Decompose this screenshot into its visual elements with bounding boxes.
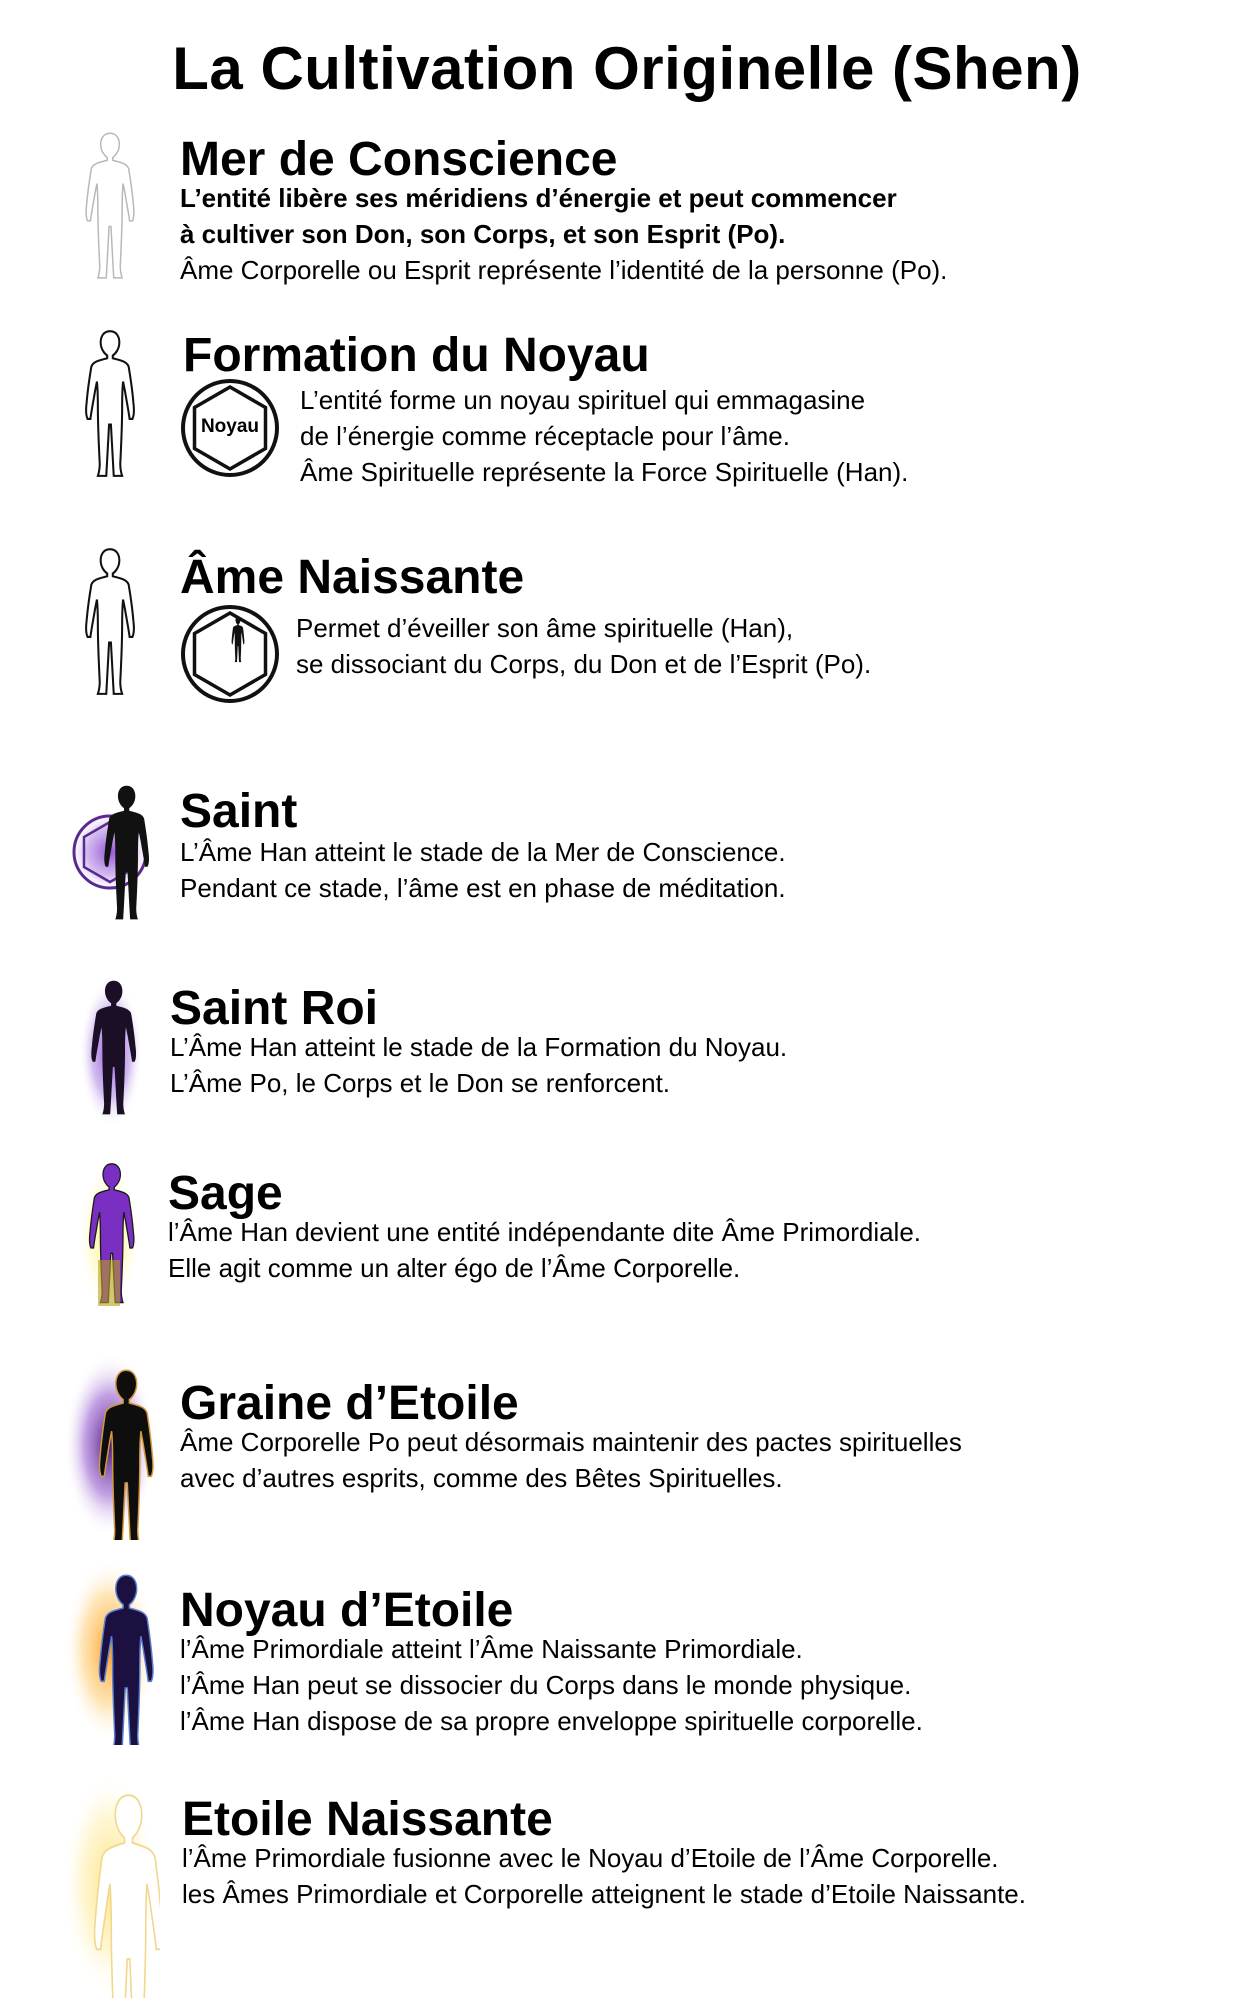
stage-name: Saint Roi — [170, 982, 379, 1035]
description-line: avec d’autres esprits, comme des Bêtes Spirituelles. — [180, 1463, 783, 1493]
human-outline-icon — [82, 546, 138, 698]
description-line: l’Âme Han peut se dissocier du Corps dans le monde physique. — [180, 1670, 912, 1700]
stage-name: Âme Naissante — [180, 551, 525, 604]
emblem-label: Noyau — [200, 416, 260, 437]
stage-description — [182, 1840, 1026, 1912]
stage-description — [300, 382, 908, 490]
description-line: L’entité forme un noyau spirituel qui emmagasine — [300, 385, 866, 415]
stage-noyau-d-etoile — [0, 1555, 1254, 1755]
stage-name: Saint — [180, 785, 298, 838]
stage-name: Formation du Noyau — [183, 329, 650, 382]
stage-description — [180, 1631, 923, 1739]
description-line: Pendant ce stade, l’âme est en phase de méditation. — [180, 873, 786, 903]
stage-description — [180, 834, 786, 906]
description-line: Âme Corporelle Po peut désormais maintenir des pactes spirituelles — [180, 1427, 962, 1457]
dark-figure-orange-aura-icon — [62, 1555, 158, 1745]
description-line: L’Âme Han atteint le stade de la Mer de Conscience. — [180, 837, 786, 867]
description-line: de l’énergie comme réceptacle pour l’âme. — [300, 421, 790, 451]
description-line: L’Âme Han atteint le stade de la Formation du Noyau. — [170, 1032, 788, 1062]
description-line: Âme Spirituelle représente la Force Spirituelle (Han). — [300, 457, 909, 487]
noyau-emblem-icon — [180, 378, 280, 478]
stage-formation-du-noyau — [0, 318, 1254, 498]
page-title: La Cultivation Originelle (Shen) — [172, 35, 1082, 102]
stage-etoile-naissante — [0, 1770, 1254, 2000]
stage-ame-naissante — [0, 540, 1254, 720]
description-line: à cultiver son Don, son Corps, et son Esprit (Po). — [180, 219, 786, 249]
stage-name: Mer de Conscience — [180, 133, 618, 186]
stage-description — [170, 1029, 787, 1101]
stage-graine-d-etoile — [0, 1350, 1254, 1550]
white-figure-golden-aura-icon — [60, 1770, 160, 1998]
stage-name: Noyau d’Etoile — [180, 1584, 514, 1637]
stage-description — [168, 1214, 921, 1286]
stage-name: Sage — [168, 1167, 283, 1220]
stage-sage — [0, 1160, 1254, 1320]
violet-gold-figure-icon — [76, 1160, 142, 1314]
stage-name: Graine d’Etoile — [180, 1377, 519, 1430]
description-line: Âme Corporelle ou Esprit représente l’identité de la personne (Po). — [180, 255, 948, 285]
description-line: l’Âme Han dispose de sa propre enveloppe spirituelle corporelle. — [180, 1706, 923, 1736]
description-line: l’Âme Primordiale atteint l’Âme Naissante Primordiale. — [180, 1634, 803, 1664]
stage-mer-de-conscience — [0, 120, 1254, 295]
description-line: Permet d’éveiller son âme spirituelle (Han), — [296, 613, 794, 643]
description-line: L’entité libère ses méridiens d’énergie et peut commencer — [180, 183, 897, 213]
description-line: l’Âme Han devient une entité indépendante dite Âme Primordiale. — [168, 1217, 922, 1247]
human-outline-icon — [82, 130, 138, 282]
description-line: Elle agit comme un alter égo de l’Âme Corporelle. — [168, 1253, 741, 1283]
description-line: L’Âme Po, le Corps et le Don se renforcent. — [170, 1068, 671, 1098]
description-line: se dissociant du Corps, du Don et de l’Esprit (Po). — [296, 649, 872, 679]
stage-saint — [0, 782, 1254, 942]
stage-description — [296, 610, 871, 682]
description-line: les Âmes Primordiale et Corporelle atteignent le stade d’Etoile Naissante. — [182, 1879, 1026, 1909]
description-line: l’Âme Primordiale fusionne avec le Noyau d’Etoile de l’Âme Corporelle. — [182, 1843, 999, 1873]
stage-description — [180, 180, 947, 288]
human-outline-icon — [82, 328, 138, 480]
dark-figure-purple-aura-icon — [62, 1350, 158, 1540]
dark-figure-violet-glow-icon — [78, 977, 144, 1127]
stage-name: Etoile Naissante — [182, 1793, 553, 1846]
dark-figure-violet-halo-icon — [62, 782, 158, 932]
soul-emblem-icon — [180, 604, 280, 704]
stage-saint-roi — [0, 975, 1254, 1135]
stage-description — [180, 1424, 962, 1496]
